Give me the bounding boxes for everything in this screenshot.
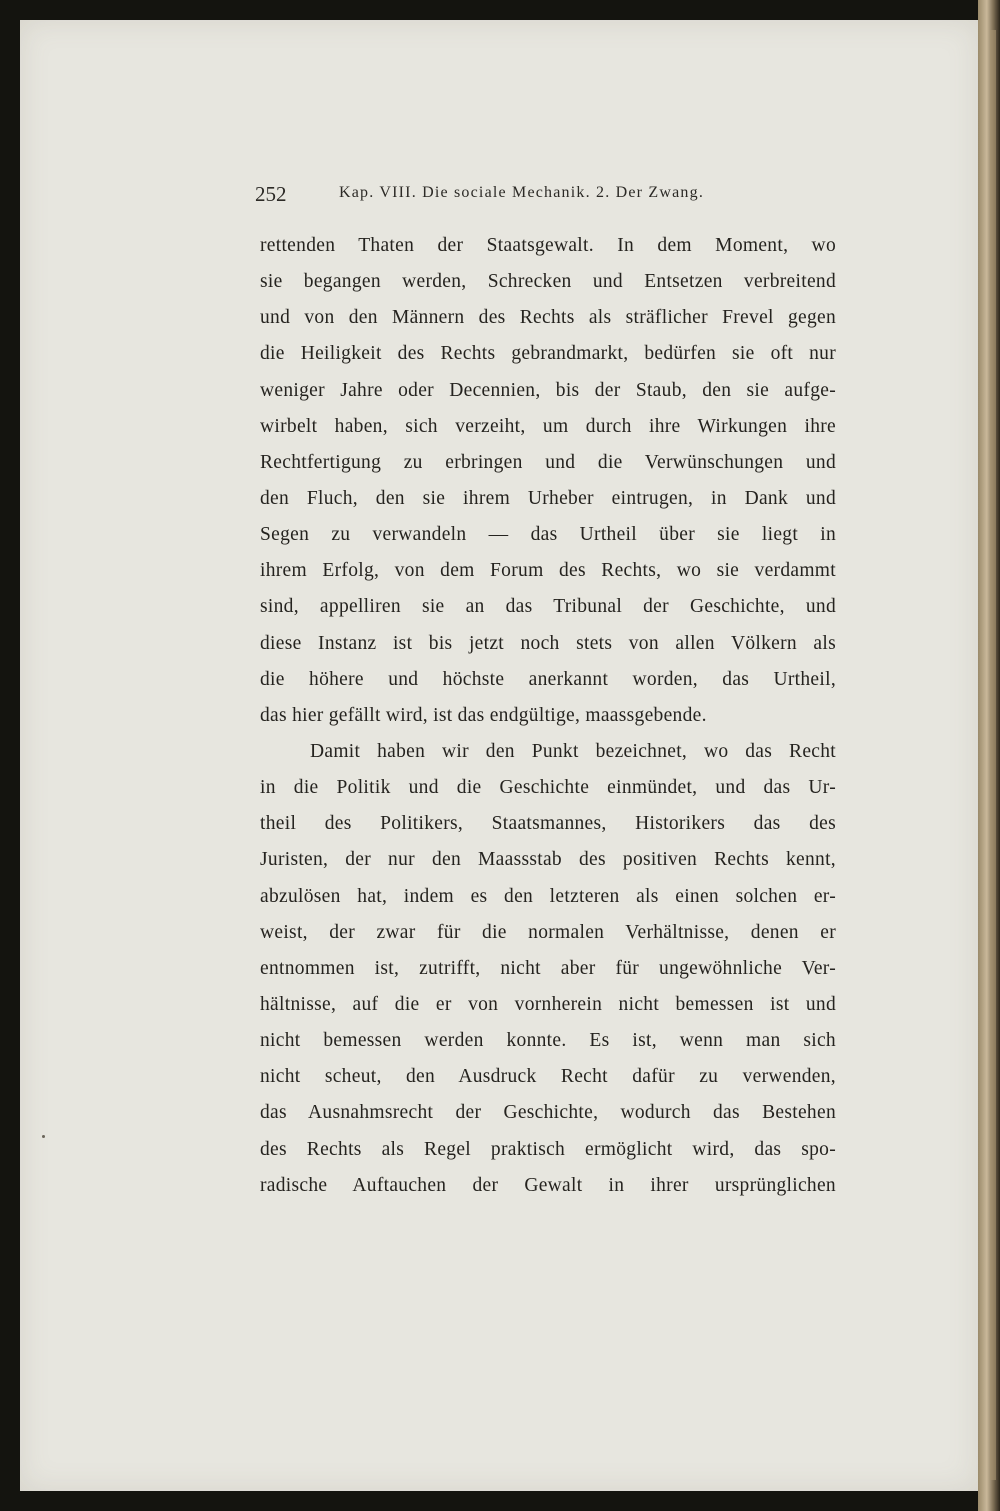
text-line: sind, appelliren sie an das Tribunal der Geschichte, und	[260, 596, 836, 618]
book-spine-edge	[978, 0, 1000, 1511]
text-line: und von den Männern des Rechts als sträflicher Frevel gegen	[260, 307, 836, 329]
text-line: entnommen ist, zutrifft, nicht aber für ungewöhnliche Ver-	[260, 957, 836, 979]
text-line: rettenden Thaten der Staatsgewalt. In dem Moment, wo	[260, 235, 836, 256]
text-line: das hier gefällt wird, ist das endgültige, maassgebende.	[260, 704, 707, 726]
text-line: abzulösen hat, indem es den letzteren als einen solchen er-	[260, 885, 836, 907]
text-line: Rechtfertigung zu erbringen und die Verwünschungen und	[260, 451, 836, 473]
text-line: nicht bemessen werden konnte. Es ist, wenn man sich	[260, 1030, 836, 1052]
text-line: sie begangen werden, Schrecken und Entsetzen verbreitend	[260, 271, 836, 293]
text-line: radische Auftauchen der Gewalt in ihrer ursprünglichen	[260, 1174, 836, 1196]
text-line: weniger Jahre oder Decennien, bis der Staub, den sie aufge-	[260, 379, 836, 401]
paragraph-2	[260, 734, 836, 1204]
page-header	[255, 182, 835, 210]
text-line: die höhere und höchste anerkannt worden, das Urtheil,	[260, 668, 836, 690]
paragraph-1	[260, 228, 836, 734]
text-line: nicht scheut, den Ausdruck Recht dafür zu verwenden,	[260, 1066, 836, 1088]
text-line: theil des Politikers, Staatsmannes, Historikers das des	[260, 813, 836, 835]
text-line: in die Politik und die Geschichte einmündet, und das Ur-	[260, 777, 836, 799]
running-head: Kap. VIII. Die sociale Mechanik. 2. Der Zwang.	[339, 184, 705, 201]
spine-highlight	[990, 30, 996, 1480]
text-line: den Fluch, den sie ihrem Urheber eintrugen, in Dank und	[260, 487, 836, 509]
text-line: wirbelt haben, sich verzeiht, um durch ihre Wirkungen ihre	[260, 415, 836, 437]
text-line: die Heiligkeit des Rechts gebrandmarkt, bedürfen sie oft nur	[260, 343, 836, 365]
text-line: weist, der zwar für die normalen Verhältnisse, denen er	[260, 921, 836, 943]
text-line: ihrem Erfolg, von dem Forum des Rechts, wo sie verdammt	[260, 560, 836, 582]
paper-speck	[42, 1135, 45, 1138]
body-text	[260, 228, 836, 1204]
text-line: diese Instanz ist bis jetzt noch stets von allen Völkern als	[260, 632, 836, 654]
text-line: das Ausnahmsrecht der Geschichte, wodurch das Bestehen	[260, 1102, 836, 1124]
text-line: Segen zu verwandeln — das Urtheil über sie liegt in	[260, 524, 836, 546]
page-number: 252	[255, 182, 287, 206]
text-line: des Rechts als Regel praktisch ermöglicht wird, das spo-	[260, 1138, 836, 1160]
text-line: Damit haben wir den Punkt bezeichnet, wo das Recht	[310, 740, 836, 762]
text-line: Juristen, der nur den Maassstab des positiven Rechts kennt,	[260, 849, 836, 871]
text-line: hältnisse, auf die er von vornherein nicht bemessen ist und	[260, 993, 836, 1015]
